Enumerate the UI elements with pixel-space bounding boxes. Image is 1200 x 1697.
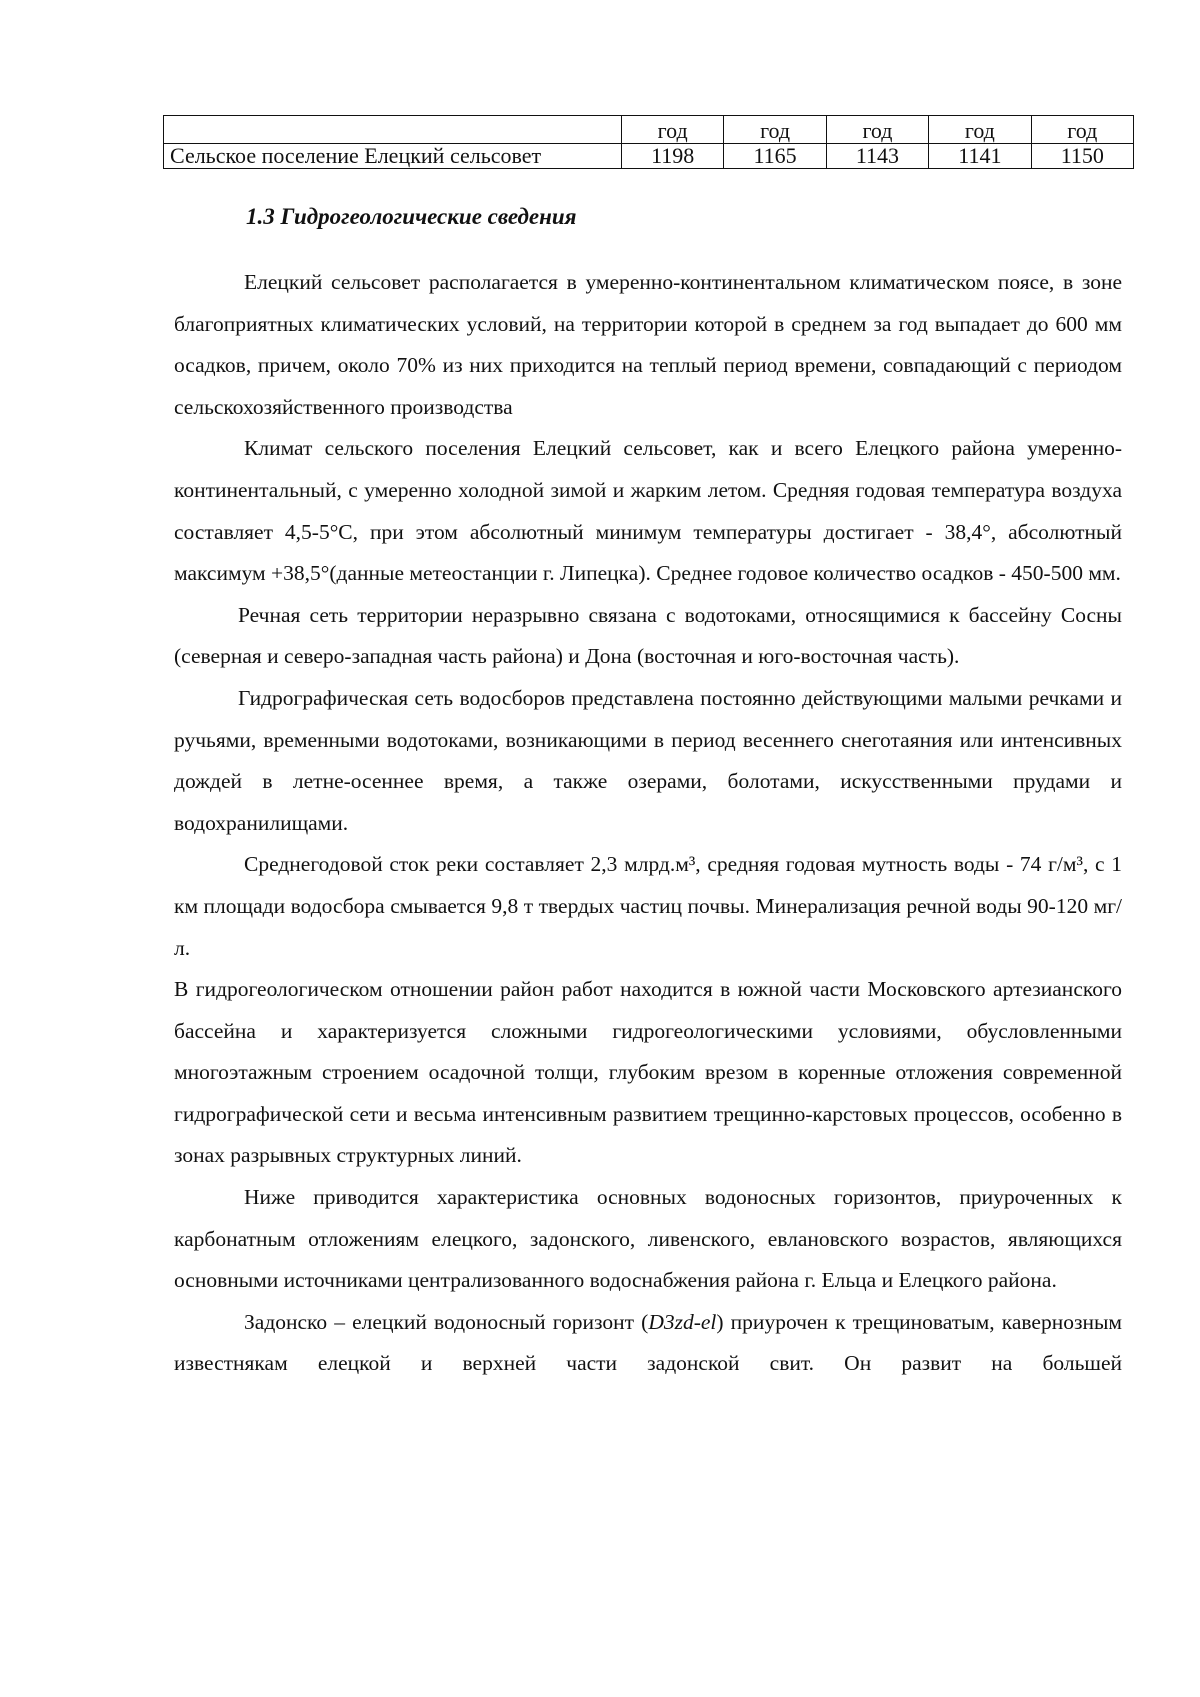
section-heading: 1.3 Гидрогеологические сведения <box>246 204 577 229</box>
table-cell: 1143 <box>826 144 928 169</box>
paragraph-hydrographic-network: Гидрографическая сеть водосборов представлена постоянно действующими малыми речками и ручьями, временными водотоками, возникающими в период весеннего снеготаяния или интенсивных дождей в летне-осеннее время, а также озерами, болотами, искусственными прудами и водохранилищами. <box>174 685 1122 835</box>
table-header-cell: год <box>1031 116 1133 144</box>
table-cell: 1198 <box>622 144 724 169</box>
paragraph-aquifers-intro: Ниже приводится характеристика основных водоносных горизонтов, приуроченных к карбонатным отложениям елецкого, задонского, ливенского, евлановского возрастов, являющихся основными источниками централизованного водоснабжения района г. Ельца и Елецкого района. <box>174 1185 1122 1293</box>
table-header-cell: год <box>622 116 724 144</box>
aquifer-code: D3zd-el <box>648 1309 717 1334</box>
population-table <box>163 115 1134 169</box>
paragraph-river-network: Речная сеть территории неразрывно связана с водотоками, относящимися к бассейну Сосны (северная и северо-западная часть района) и Дона (восточная и юго-восточная часть). <box>174 602 1122 669</box>
paragraph-runoff: Среднегодовой сток реки составляет 2,3 млрд.м³, средняя годовая мутность воды - 74 г/м³, с 1 км площади водосбора смывается 9,8 т твердых частиц почвы. Минерализация речной воды 90-120 мг/л. <box>174 852 1122 960</box>
table-header-row <box>164 116 1134 144</box>
table-header-cell: год <box>929 116 1031 144</box>
paragraph-climate-zone: Елецкий сельсовет располагается в умеренно-континентальном климатическом поясе, в зоне благоприятных климатических условий, на территории которой в среднем за год выпадает до 600 мм осадков, причем, около 70% из них приходится на теплый период времени, совпадающий с периодом сельскохозяйственного производства <box>174 270 1122 419</box>
table-header-cell: год <box>724 116 826 144</box>
table-header-cell: год <box>826 116 928 144</box>
paragraph-zadonsk-aquifer <box>174 1302 1122 1385</box>
paragraph-text: Задонско – елецкий водоносный горизонт ( <box>244 1309 649 1334</box>
table-cell: 1150 <box>1031 144 1133 169</box>
table-header-cell <box>164 116 622 144</box>
paragraph-text: ) приурочен к трещиноватым, кавернозным известнякам елецкой и верхней части задонской свит. Он развит на большей <box>174 1309 1123 1376</box>
table-row-label: Сельское поселение Елецкий сельсовет <box>164 144 622 169</box>
table-cell: 1165 <box>724 144 826 169</box>
table-cell: 1141 <box>929 144 1031 169</box>
body-text <box>174 262 1122 1385</box>
paragraph-hydrogeology: В гидрогеологическом отношении район работ находится в южной части Московского артезианского бассейна и характеризуется сложными гидрогеологическими условиями, обусловленными многоэтажным строением осадочной толщи, глубоким врезом в коренные отложения современной гидрографической сети и весьма интенсивным развитием трещинно-карстовых процессов, особенно в зонах разрывных структурных линий. <box>174 977 1122 1168</box>
paragraph-climate: Климат сельского поселения Елецкий сельсовет, как и всего Елецкого района умеренно-континентальный, с умеренно холодной зимой и жарким летом. Средняя годовая температура воздуха составляет 4,5-5°С, при этом абсолютный минимум температуры достигает - 38,4°, абсолютный максимум +38,5°(данные метеостанции г. Липецка). Среднее годовое количество осадков - 450-500 мм. <box>174 436 1122 586</box>
table-row <box>164 144 1134 169</box>
